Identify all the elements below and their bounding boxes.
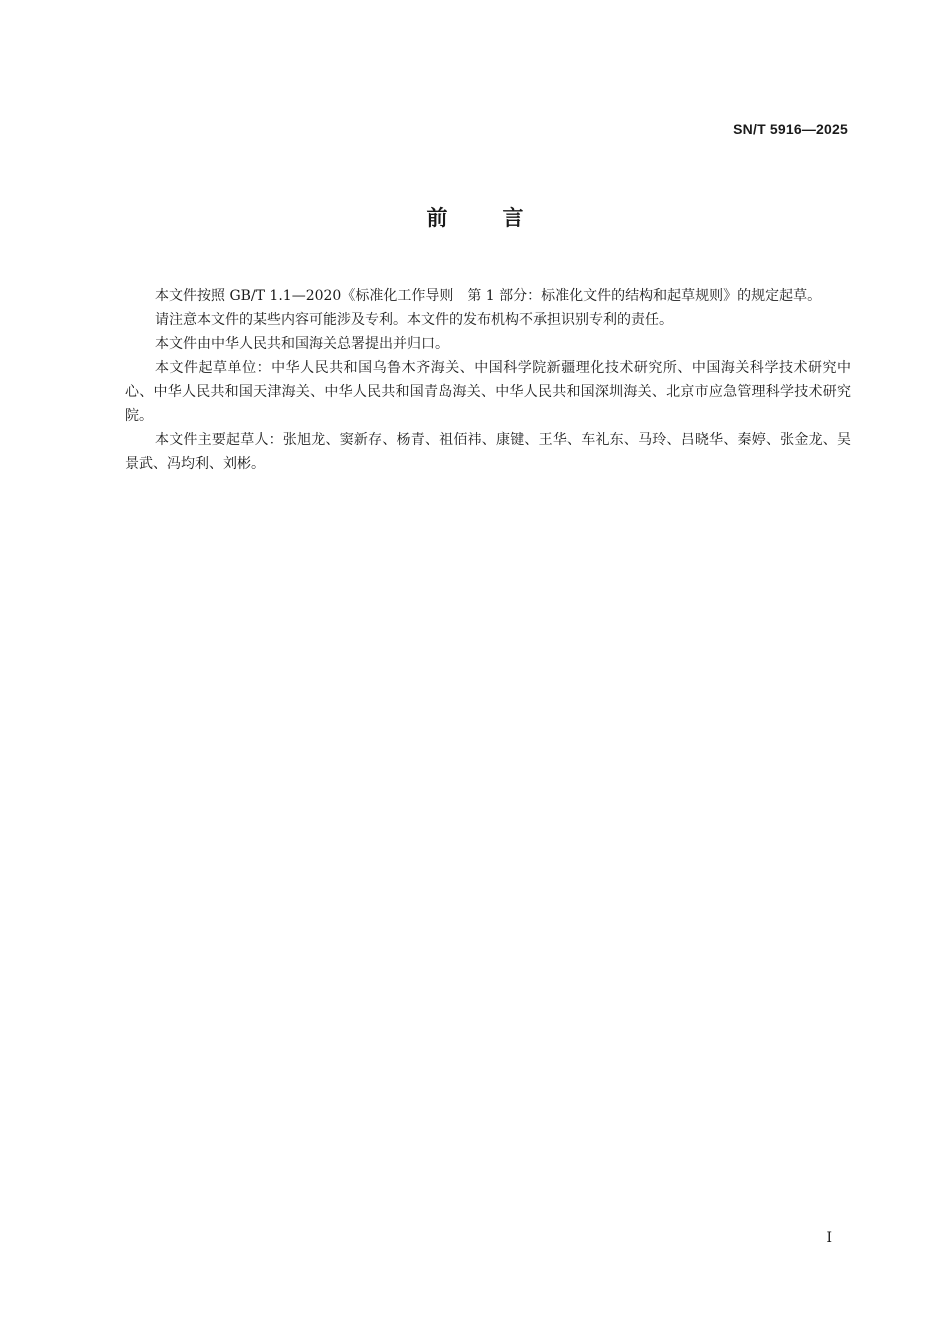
document-code: SN/T 5916—2025 xyxy=(733,121,848,137)
paragraph-drafting-rules: 本文件按照 GB/T 1.1—2020《标准化工作导则 第 1 部分：标准化文件的结构和起草规则》的规定起草。 xyxy=(155,288,822,304)
paragraph-patent-notice: 请注意本文件的某些内容可能涉及专利。本文件的发布机构不承担识别专利的责任。 xyxy=(155,312,673,328)
page-number: I xyxy=(826,1230,832,1246)
section-title: 前言 xyxy=(426,206,579,230)
paragraph-drafters: 本文件主要起草人：张旭龙、窦新存、杨青、祖佰祎、康键、王华、车礼东、马玲、吕晓华、秦婷、张金龙、吴景武、冯均利、刘彬。 xyxy=(125,432,851,472)
foreword-body xyxy=(125,284,851,476)
paragraph-drafting-units: 本文件起草单位：中华人民共和国乌鲁木齐海关、中国科学院新疆理化技术研究所、中国海关科学技术研究中心、中华人民共和国天津海关、中华人民共和国青岛海关、中华人民共和国深圳海关、北京市应急管理科学技术研究院。 xyxy=(125,360,851,424)
paragraph-proposer: 本文件由中华人民共和国海关总署提出并归口。 xyxy=(155,336,449,352)
